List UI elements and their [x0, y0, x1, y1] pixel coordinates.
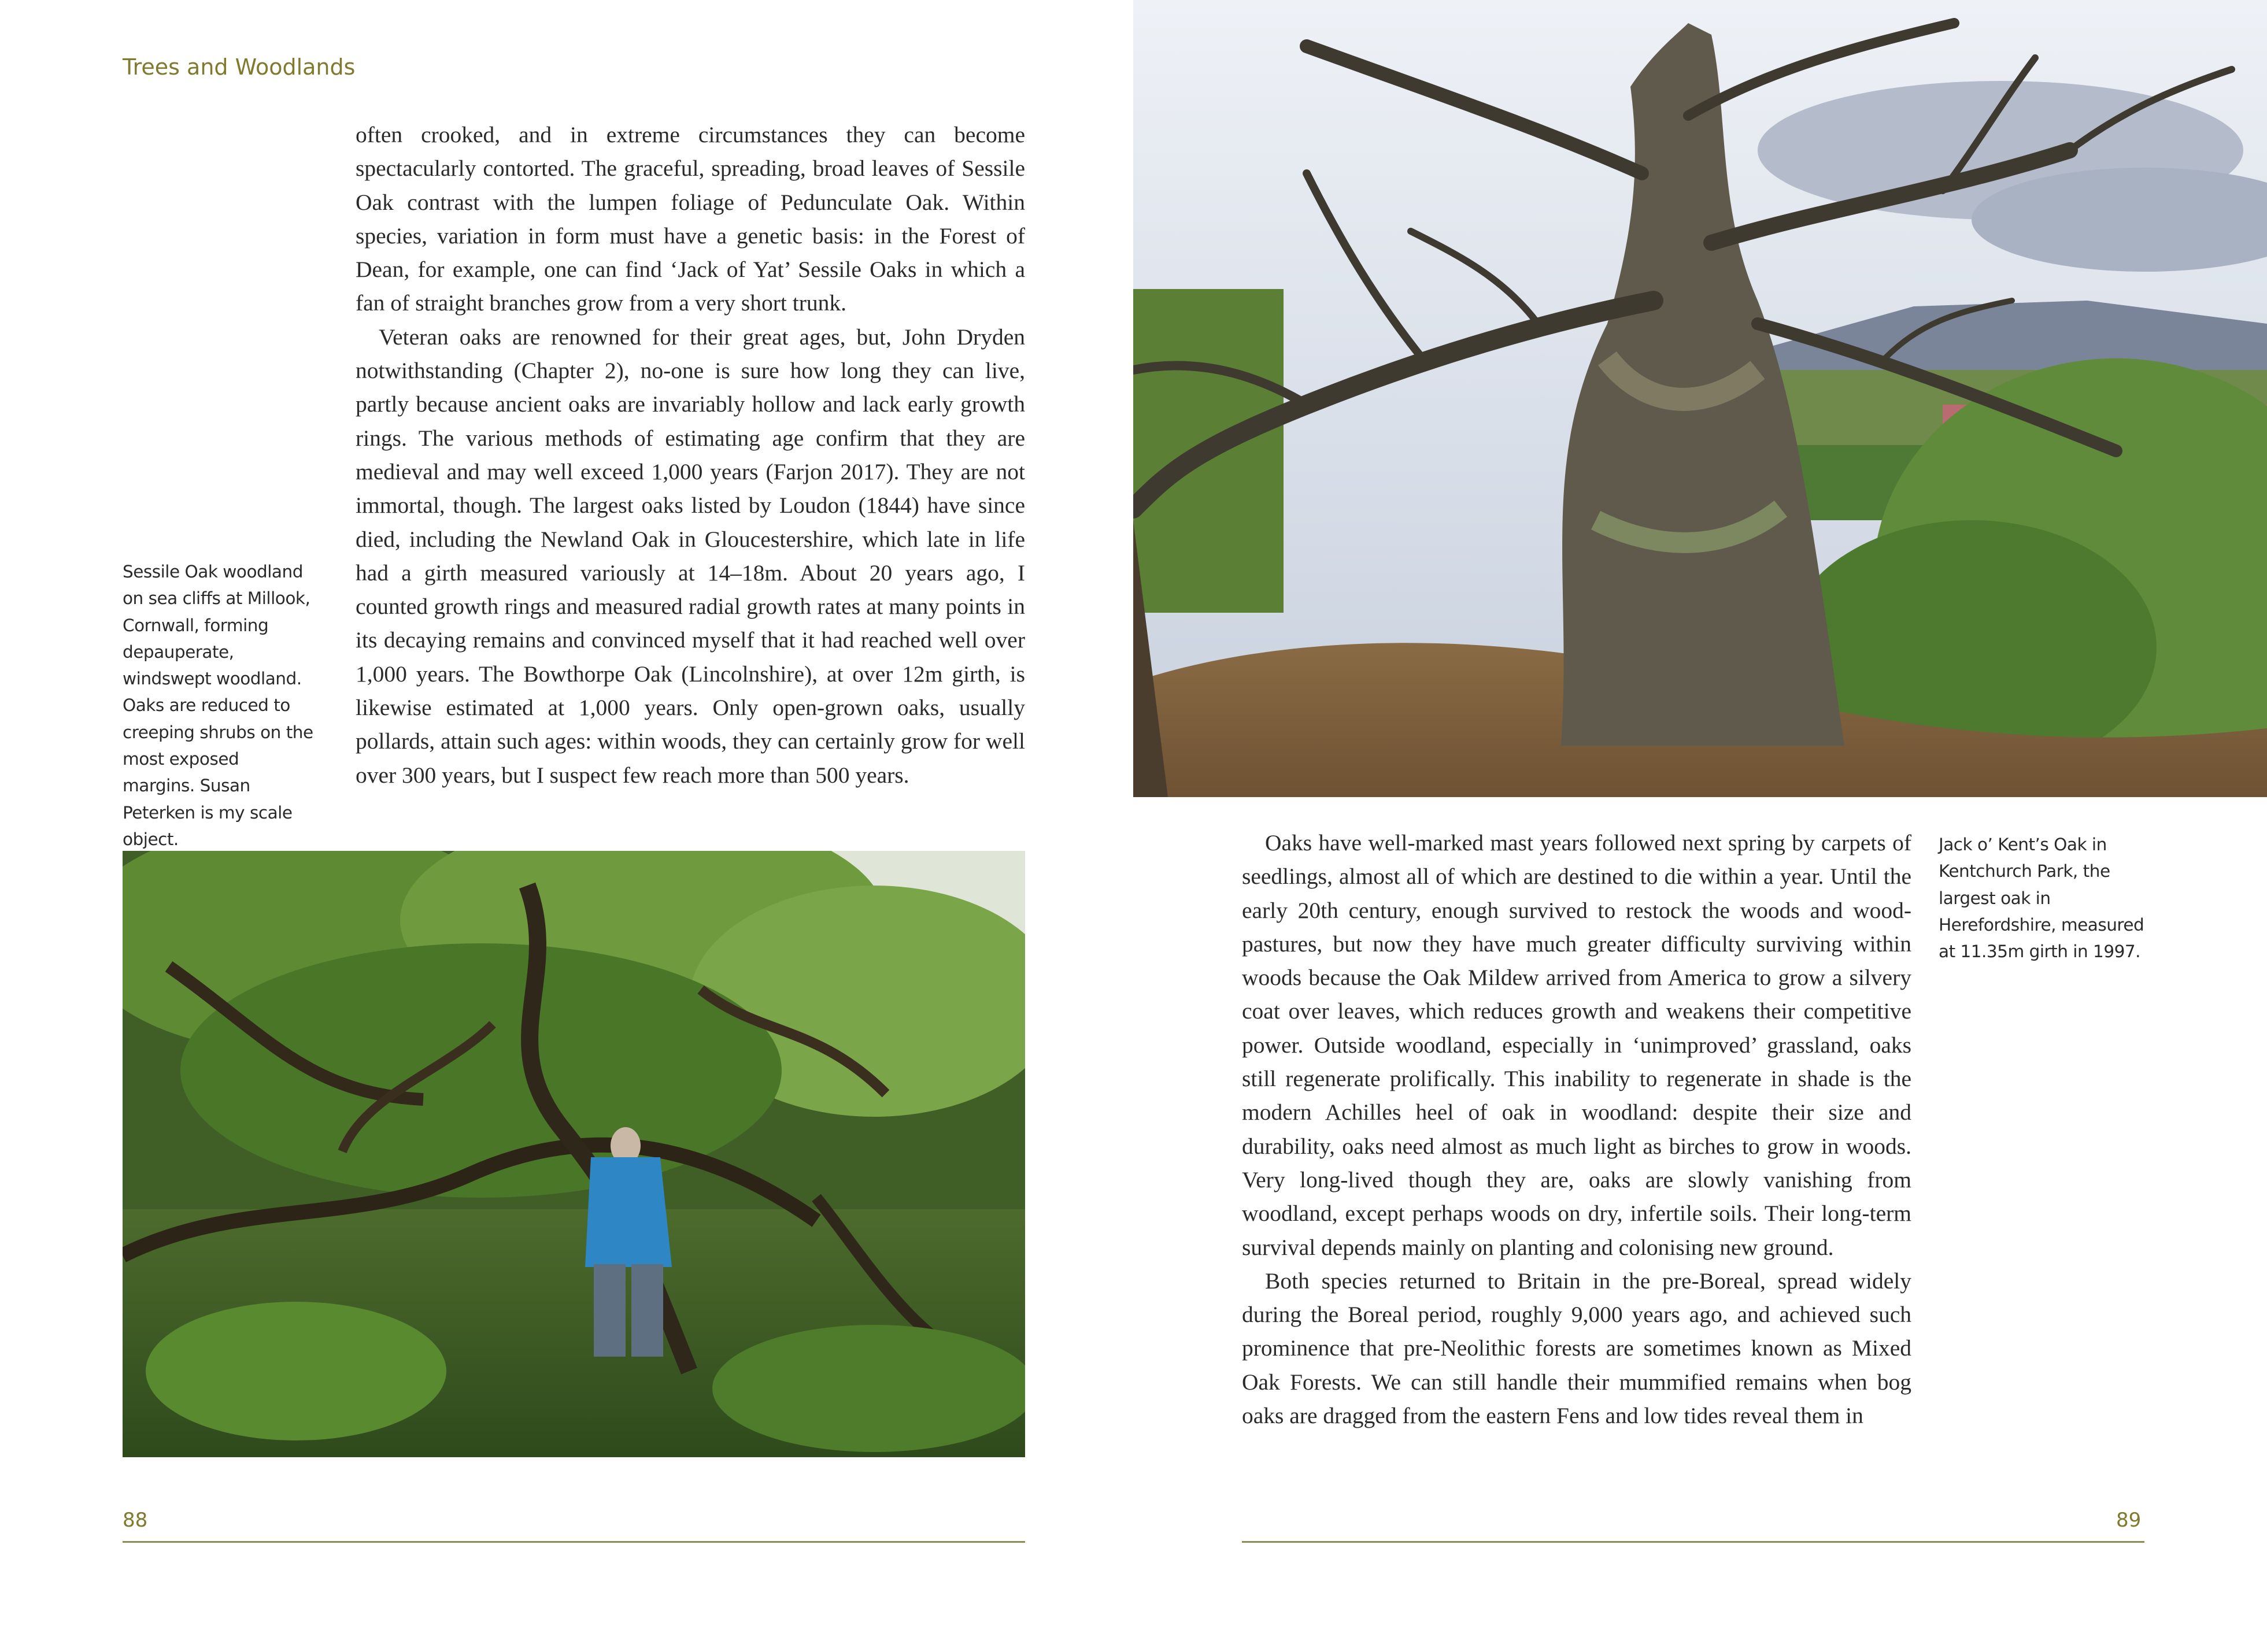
right-paragraph-2: Both species returned to Britain in the pre-Boreal, spread widely during the Boreal period, roughly 9,000 years ago, and achieved such prominence that pre-Neolithic forests are sometimes known as Mixed Oak Forests. We can still handle their mummified remains when bog oaks are dragged from the eastern Fens and low tides reveal them in — [1242, 1268, 1911, 1429]
running-head: Trees and Woodlands — [123, 54, 356, 80]
right-body-text — [1242, 826, 1911, 1432]
left-body-text — [356, 118, 1025, 792]
sessile-oak-woodland-photo — [123, 851, 1025, 1457]
page-number-left: 88 — [123, 1509, 148, 1532]
left-page — [0, 0, 1133, 1652]
right-page — [1133, 0, 2267, 1652]
left-paragraph-2: Veteran oaks are renowned for their great ages, but, John Dryden notwithstanding (Chapter 2), no-one is sure how long they can live, partly because ancient oaks are invariably hollow and lack early growth rings. The various methods of estimating age confirm that they are medieval and may well exceed 1,000 years (Farjon 2017). They are not immortal, though. The largest oaks listed by Loudon (1844) have since died, including the Newland Oak in Gloucestershire, which late in life had a girth measured variously at 14–18m. About 20 years ago, I counted growth rings and measured radial growth rates at many points in its decaying remains and convinced myself that it had reached well over 1,000 years. The Bowthorpe Oak (Lincolnshire), at over 12m girth, is likewise estimated at 1,000 years. Only open-grown oaks, usually pollards, attain such ages: within woods, they can certainly grow for well over 300 years, but I suspect few reach more than 500 years. — [356, 324, 1025, 788]
right-photo-caption: Jack o’ Kent’s Oak in Kentchurch Park, the largest oak in Herefordshire, measured at 11.35m girth in 1997. — [1939, 835, 2144, 962]
jack-o-kents-oak-photo — [1133, 0, 2267, 797]
oak-photo-image — [1133, 0, 2267, 797]
footer-rule-right — [1242, 1541, 2144, 1543]
woodland-photo-image — [123, 851, 1025, 1457]
left-paragraph-1: often crooked, and in extreme circumstances they can become spectacularly contorted. The graceful, spreading, broad leaves of Sessile Oak contrast with the lumpen foliage of Pedunculate Oak. Within species, variation in form must have a genetic basis: in the Forest of Dean, for example, one can find ‘Jack of Yat’ Sessile Oaks in which a fan of straight branches grow from a very short trunk. — [356, 122, 1025, 316]
right-paragraph-1: Oaks have well-marked mast years followed next spring by carpets of seedlings, almost all of which are destined to die within a year. Until the early 20th century, enough survived to restock the woods and wood-pastures, but now they have much greater difficulty surviving within woods because the Oak Mildew arrived from America to grow a silvery coat over leaves, which reduces growth and weakens their competitive power. Outside woodland, especially in ‘unimproved’ grassland, oaks still regenerate prolifically. This inability to regenerate in shade is the modern Achilles heel of oak in woodland: despite their size and durability, oaks need almost as much light as birches to grow in woods. Very long-lived though they are, oaks are slowly vanishing from woodland, except perhaps woods on dry, infertile soils. Their long-term survival depends mainly on planting and colonising new ground. — [1242, 830, 1911, 1260]
left-photo-caption: Sessile Oak woodland on sea cliffs at Millook, Cornwall, forming depauperate, windswept woodland. Oaks are reduced to creeping shrubs on the most exposed margins. Susan Peterken is my scale object. — [123, 562, 313, 849]
page-number-right: 89 — [2116, 1509, 2142, 1532]
footer-rule-left — [123, 1541, 1025, 1543]
